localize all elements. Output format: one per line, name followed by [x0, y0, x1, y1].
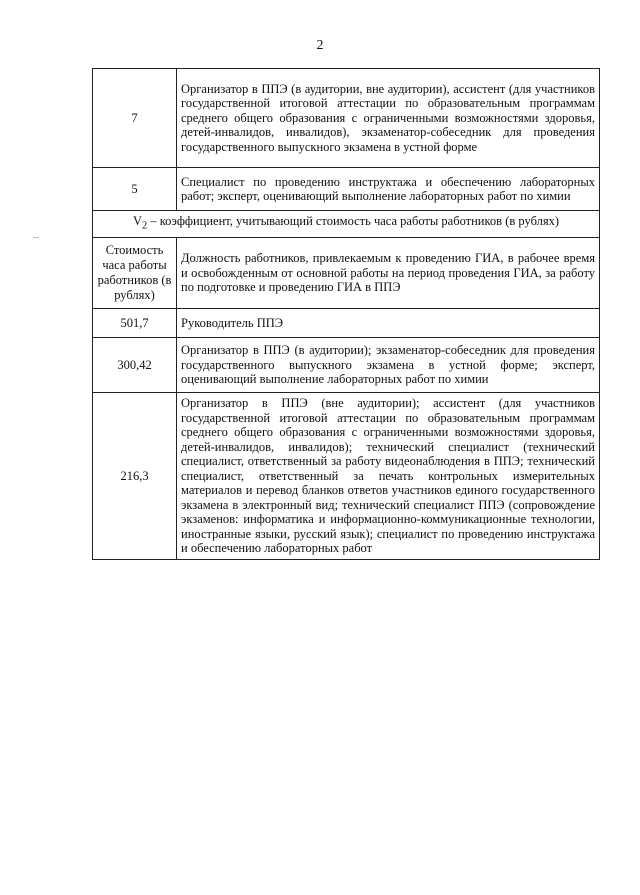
v2-definition [93, 211, 600, 238]
row-value: 501,7 [93, 309, 177, 338]
v2-text: – коэффициент, учитывающий стоимость часа работы работников (в рублях) [147, 214, 560, 228]
row-description: Организатор в ППЭ (в аудитории); экзаменатор-собеседник для проведения государственного выпускного экзамена в устной форме; эксперт, оценивающий выполнение лабораторных работ по химии [177, 338, 600, 393]
page-number: 2 [316, 38, 324, 53]
row-value: 7 [93, 69, 177, 168]
header-cost: Стоимость часа работы работников (в рублях) [93, 238, 177, 309]
v2-symbol: V [132, 214, 142, 228]
row-description: Специалист по проведению инструктажа и обеспечению лабораторных работ; эксперт, оценивающий выполнение лабораторных работ по химии [177, 168, 600, 211]
table-header-row [93, 238, 600, 309]
v2-definition-row [93, 211, 600, 238]
table-row [93, 168, 600, 211]
row-description: Организатор в ППЭ (в аудитории, вне аудитории), ассистент (для участников государственной итоговой аттестации по образовательным программам среднего общего образования с ограниченными возможностями здоровья, детей-инвалидов, инвалидов), экзаменатор-собеседник для проведения государственного выпускного экзамена в устной форме [177, 69, 600, 168]
row-value: 300,42 [93, 338, 177, 393]
coefficient-table [92, 68, 600, 560]
row-description: Руководитель ППЭ [177, 309, 600, 338]
table-row [93, 69, 600, 168]
table-row [93, 338, 600, 393]
header-position: Должность работников, привлекаемым к проведению ГИА, в рабочее время и освобожденным от основной работы на период проведения ГИА, за работу по подготовке и проведению ГИА в ППЭ [177, 238, 600, 309]
scan-mark [33, 237, 39, 238]
v2-subscript: 2 [142, 220, 148, 232]
row-description: Организатор в ППЭ (вне аудитории); ассистент (для участников государственной итоговой аттестации по образовательным программам среднего общего образования с ограниченными возможностями здоровья, детей-инвалидов, инвалидов); технический специалист (технический специалист, ответственный за работу видеонаблюдения в ППЭ; технический специалист, ответственный за печать контрольных измерительных материалов и перевод бланков ответов участников единого государственного экзамена в электронный вид; технический специалист ППЭ (сопровождение экзаменов: информатика и информационно-коммуникационные технологии, иностранные языки, русский язык); специалист по проведению инструктажа и обеспечению лабораторных работ [177, 393, 600, 560]
row-value: 5 [93, 168, 177, 211]
table-row [93, 393, 600, 560]
row-value: 216,3 [93, 393, 177, 560]
table-row [93, 309, 600, 338]
